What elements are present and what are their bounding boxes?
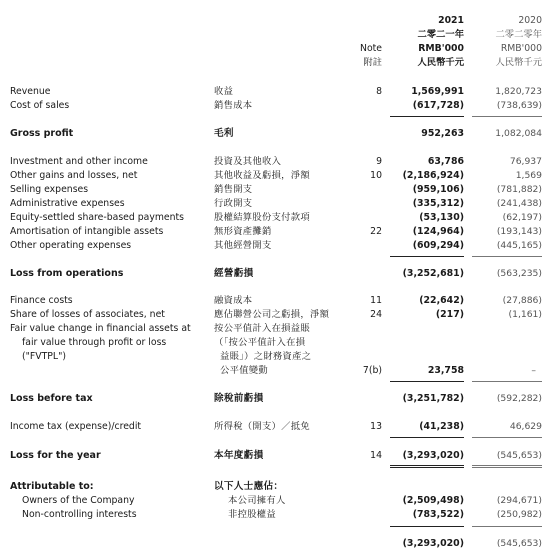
- row-label: Share of losses of associates, net: [10, 309, 165, 320]
- row-label-zh: 以下人士應佔：: [214, 481, 284, 492]
- subtotal-rule: [472, 526, 542, 527]
- value-2021: (3,293,020): [402, 450, 464, 461]
- value-2020: (193,143): [496, 226, 542, 237]
- value-2020: (62,197): [502, 212, 542, 223]
- note-header: Note: [359, 43, 382, 54]
- value-2021: (217): [435, 309, 464, 320]
- row-label-zh: 投資及其他收入: [214, 156, 282, 167]
- value-2021: (783,522): [412, 509, 464, 520]
- subtotal-rule: [390, 437, 464, 438]
- row-label-zh: 本公司擁有人: [228, 495, 286, 506]
- row-label-zh: 銷售成本: [214, 100, 253, 111]
- row-note: 13: [370, 421, 382, 432]
- row-label: Gross profit: [10, 128, 74, 139]
- value-2021: 952,263: [421, 128, 464, 139]
- row-label: Selling expenses: [10, 184, 89, 195]
- value-2021: (609,294): [412, 240, 464, 251]
- row-label-zh: 應佔聯營公司之虧損，淨額: [214, 309, 330, 320]
- value-2020: (592,282): [496, 393, 542, 404]
- value-2020: (445,165): [496, 240, 542, 251]
- value-2020: (563,235): [496, 268, 542, 279]
- value-2020: (294,671): [496, 495, 542, 506]
- row-label: Income tax (expense)/credit: [10, 421, 142, 432]
- value-2021: (959,106): [412, 184, 464, 195]
- unit-2020-header-zh: 人民幣千元: [495, 57, 542, 68]
- value-2020: 76,937: [509, 156, 542, 167]
- total-double-rule: [472, 465, 542, 468]
- row-label: Non-controlling interests: [22, 509, 137, 520]
- value-2020: (27,886): [502, 295, 542, 306]
- unit-2021-header: RMB'000: [418, 43, 464, 54]
- row-label-zh: 除稅前虧損: [214, 393, 264, 404]
- value-2020: –: [531, 365, 536, 376]
- row-label-zh: 所得稅（開支）／抵免: [214, 421, 310, 432]
- row-note: 8: [376, 86, 382, 97]
- row-label-zh: 收益: [214, 86, 234, 97]
- row-label: Owners of the Company: [22, 495, 135, 506]
- row-label: Cost of sales: [10, 100, 70, 111]
- subtotal-rule: [472, 256, 542, 257]
- value-2020: 46,629: [509, 421, 542, 432]
- row-label: Equity-settled share-based payments: [10, 212, 185, 223]
- value-2020: 1,820,723: [495, 86, 542, 97]
- row-label-zh: 益賬」）之財務資產之: [220, 351, 312, 362]
- value-2020: (545,653): [496, 450, 542, 461]
- row-label-zh: 無形資產攤銷: [214, 226, 272, 237]
- value-2020: 1,082,084: [495, 128, 542, 139]
- value-2021: 63,786: [427, 156, 464, 167]
- value-2021: (617,728): [412, 100, 464, 111]
- row-note: 24: [370, 309, 382, 320]
- unit-2020-header: RMB'000: [500, 43, 542, 54]
- note-header-zh: 附註: [363, 57, 382, 68]
- row-label: Revenue: [10, 86, 51, 97]
- subtotal-rule: [472, 381, 542, 382]
- value-2021: (3,252,681): [402, 268, 464, 279]
- row-label-zh: 其他經營開支: [214, 240, 272, 251]
- row-label: ("FVTPL"): [22, 351, 66, 362]
- value-2020: (241,438): [496, 198, 542, 209]
- row-note: 11: [370, 295, 382, 306]
- row-label-zh: 非控股權益: [228, 509, 276, 520]
- value-2020: 1,569: [515, 170, 542, 181]
- row-label-zh: 融資成本: [214, 295, 253, 306]
- row-label-zh: 毛利: [214, 128, 234, 139]
- year-2020-header: 2020: [518, 15, 542, 26]
- year-2021-header-zh: 二零二一年: [417, 29, 464, 40]
- subtotal-rule: [472, 116, 542, 117]
- row-note: 9: [376, 156, 382, 167]
- value-2020: (1,161): [508, 309, 542, 320]
- row-note: 7(b): [362, 365, 382, 376]
- subtotal-rule: [390, 116, 464, 117]
- value-2020: (250,982): [496, 509, 542, 520]
- row-label-zh: 本年度虧損: [214, 450, 264, 461]
- row-label: Other operating expenses: [10, 240, 132, 251]
- value-2021: (41,238): [419, 421, 464, 432]
- row-note: 22: [370, 226, 382, 237]
- value-2021: (2,509,498): [402, 495, 464, 506]
- row-label: Loss from operations: [10, 268, 124, 279]
- row-label: Other gains and losses, net: [10, 170, 138, 181]
- row-label-zh: 其他收益及虧損，淨額: [214, 170, 310, 181]
- row-label: Attributable to:: [10, 481, 94, 492]
- subtotal-rule: [390, 526, 464, 527]
- row-label: Administrative expenses: [10, 198, 125, 209]
- value-2021: (2,186,924): [402, 170, 464, 181]
- row-label-zh: （「按公平值計入在損: [214, 337, 306, 348]
- unit-2021-header-zh: 人民幣千元: [417, 57, 464, 68]
- row-label: Loss for the year: [10, 450, 101, 461]
- row-label-zh: 股權結算股份支付款項: [214, 212, 310, 223]
- value-2021: 23,758: [427, 365, 464, 376]
- total-2021: (3,293,020): [402, 538, 464, 549]
- year-2021-header: 2021: [438, 15, 464, 26]
- row-label-zh: 經營虧損: [214, 268, 254, 279]
- total-double-rule: [390, 465, 464, 468]
- row-label: Amortisation of intangible assets: [10, 226, 164, 237]
- year-2020-header-zh: 二零二零年: [495, 29, 542, 40]
- row-note: 14: [370, 450, 382, 461]
- value-2021: (124,964): [412, 226, 464, 237]
- subtotal-rule: [472, 437, 542, 438]
- value-2020: (738,639): [496, 100, 542, 111]
- total-2020: (545,653): [496, 538, 542, 549]
- row-label-zh: 按公平值計入在損益賬: [214, 323, 310, 334]
- value-2021: (53,130): [419, 212, 464, 223]
- subtotal-rule: [390, 256, 464, 257]
- row-label: Fair value change in financial assets at: [10, 323, 191, 334]
- row-label-zh: 銷售開支: [214, 184, 253, 195]
- value-2020: (781,882): [496, 184, 542, 195]
- row-label: Loss before tax: [10, 393, 93, 404]
- value-2021: 1,569,991: [411, 86, 464, 97]
- subtotal-rule: [390, 381, 464, 382]
- row-note: 10: [370, 170, 382, 181]
- row-label: fair value through profit or loss: [22, 337, 167, 348]
- value-2021: (335,312): [412, 198, 464, 209]
- value-2021: (22,642): [419, 295, 464, 306]
- row-label-zh: 行政開支: [214, 198, 253, 209]
- row-label: Finance costs: [10, 295, 73, 306]
- row-label: Investment and other income: [10, 156, 148, 167]
- value-2021: (3,251,782): [402, 393, 464, 404]
- row-label-zh: 公平值變動: [220, 365, 268, 376]
